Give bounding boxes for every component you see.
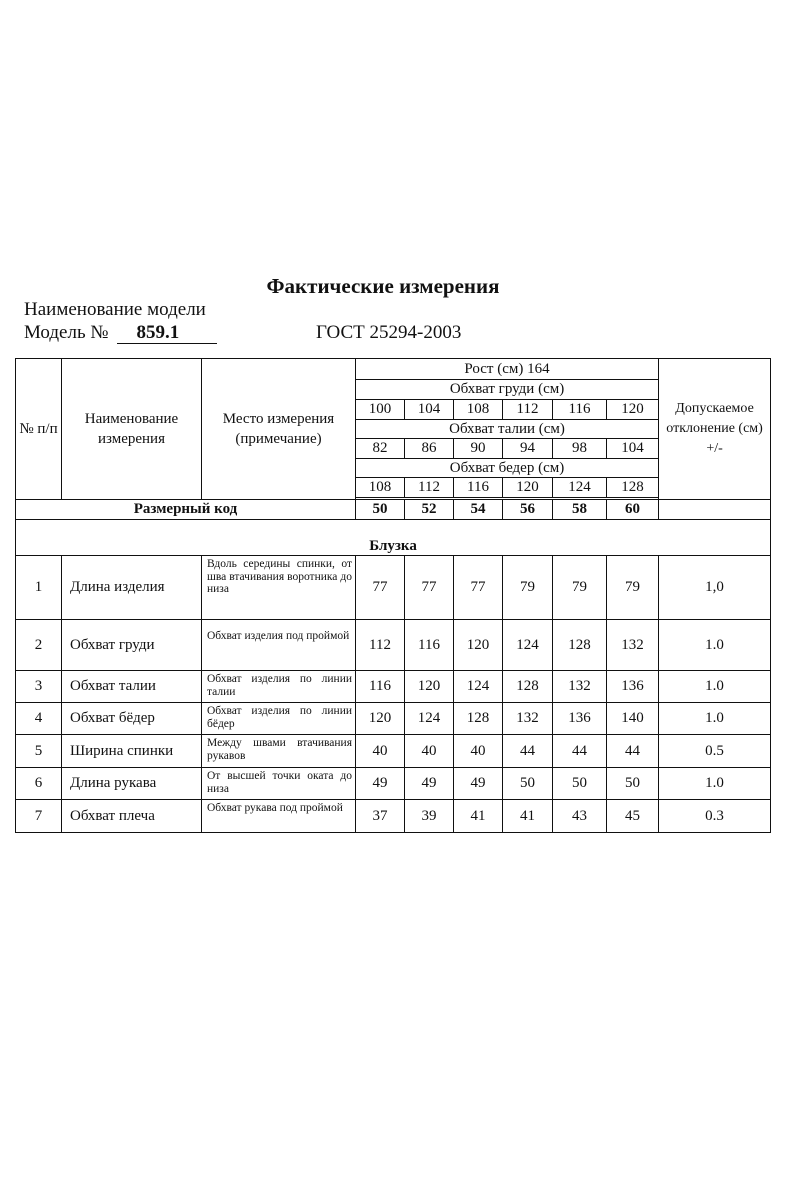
section-row xyxy=(16,520,771,556)
row-value: 120 xyxy=(356,703,405,735)
model-number-line xyxy=(24,322,217,344)
row-value: 40 xyxy=(405,735,454,768)
row-value: 44 xyxy=(553,735,607,768)
row-tolerance: 1.0 xyxy=(659,768,771,800)
row-value: 50 xyxy=(503,768,553,800)
header-waist-label: Обхват талии (см) xyxy=(356,420,659,439)
row-number: 7 xyxy=(16,800,62,833)
row-value: 132 xyxy=(553,671,607,703)
row-value: 132 xyxy=(503,703,553,735)
row-value: 49 xyxy=(356,768,405,800)
row-value: 40 xyxy=(356,735,405,768)
row-measure-name: Длина изделия xyxy=(62,556,202,620)
row-value: 79 xyxy=(607,556,659,620)
model-name-label: Наименование модели xyxy=(24,299,206,320)
row-tolerance: 1.0 xyxy=(659,671,771,703)
row-value: 43 xyxy=(553,800,607,833)
table-row xyxy=(16,703,771,735)
row-value: 128 xyxy=(454,703,503,735)
row-measure-name: Обхват плеча xyxy=(62,800,202,833)
row-value: 140 xyxy=(607,703,659,735)
row-value: 124 xyxy=(454,671,503,703)
header-tolerance: Допускаемое отклонение (см) +/- xyxy=(659,359,771,500)
row-value: 128 xyxy=(553,620,607,671)
row-value: 77 xyxy=(356,556,405,620)
chest-size-cell: 116 xyxy=(553,400,607,420)
header-height: Рост (см) 164 xyxy=(356,359,659,380)
row-value: 136 xyxy=(607,671,659,703)
table-row xyxy=(16,556,771,620)
waist-size-cell: 104 xyxy=(607,439,659,459)
size-code-cell: 54 xyxy=(454,500,503,520)
row-value: 79 xyxy=(503,556,553,620)
row-number: 4 xyxy=(16,703,62,735)
hips-size-cell: 108 xyxy=(356,478,405,498)
row-value: 50 xyxy=(607,768,659,800)
row-measure-name: Обхват талии xyxy=(62,671,202,703)
row-value: 49 xyxy=(454,768,503,800)
waist-size-cell: 98 xyxy=(553,439,607,459)
row-measure-place: Вдоль середины спинки, от шва втачивания воротника до низа xyxy=(202,556,356,620)
row-value: 40 xyxy=(454,735,503,768)
hips-size-cell: 120 xyxy=(503,478,553,498)
row-value: 120 xyxy=(405,671,454,703)
table-row xyxy=(16,735,771,768)
row-value: 77 xyxy=(454,556,503,620)
row-tolerance: 1.0 xyxy=(659,703,771,735)
table-row xyxy=(16,620,771,671)
header-chest-label: Обхват груди (см) xyxy=(356,380,659,400)
chest-size-cell: 100 xyxy=(356,400,405,420)
row-tolerance: 0.3 xyxy=(659,800,771,833)
row-value: 128 xyxy=(503,671,553,703)
size-code-empty xyxy=(659,500,771,520)
row-measure-place: Обхват рукава под проймой xyxy=(202,800,356,833)
chest-size-cell: 104 xyxy=(405,400,454,420)
row-value: 116 xyxy=(356,671,405,703)
header-measure-name: Наименование измерения xyxy=(62,359,202,500)
row-value: 77 xyxy=(405,556,454,620)
header-measure-place: Место измерения (примечание) xyxy=(202,359,356,500)
row-value: 112 xyxy=(356,620,405,671)
header-hips-label: Обхват бедер (см) xyxy=(356,459,659,478)
row-value: 124 xyxy=(503,620,553,671)
chest-size-cell: 120 xyxy=(607,400,659,420)
row-tolerance: 1.0 xyxy=(659,620,771,671)
waist-size-cell: 94 xyxy=(503,439,553,459)
waist-size-cell: 90 xyxy=(454,439,503,459)
size-code-cell: 60 xyxy=(607,500,659,520)
row-value: 44 xyxy=(503,735,553,768)
hips-size-cell: 128 xyxy=(607,478,659,498)
hips-size-cell: 124 xyxy=(553,478,607,498)
row-measure-name: Ширина спинки xyxy=(62,735,202,768)
size-code-cell: 56 xyxy=(503,500,553,520)
size-code-row xyxy=(16,500,771,520)
row-value: 79 xyxy=(553,556,607,620)
row-value: 50 xyxy=(553,768,607,800)
header-number: № п/п xyxy=(16,359,62,500)
table-row xyxy=(16,800,771,833)
size-code-cell: 58 xyxy=(553,500,607,520)
chest-size-cell: 112 xyxy=(503,400,553,420)
row-measure-place: Обхват изделия под проймой xyxy=(202,620,356,671)
model-number-label: Модель № xyxy=(24,322,109,343)
row-number: 6 xyxy=(16,768,62,800)
row-value: 49 xyxy=(405,768,454,800)
document-title: Фактические измерения xyxy=(266,274,500,298)
row-value: 132 xyxy=(607,620,659,671)
row-value: 116 xyxy=(405,620,454,671)
row-measure-place: От высшей точки оката до низа xyxy=(202,768,356,800)
chest-size-cell: 108 xyxy=(454,400,503,420)
table-row xyxy=(16,671,771,703)
row-value: 39 xyxy=(405,800,454,833)
row-tolerance: 0.5 xyxy=(659,735,771,768)
row-measure-name: Обхват бёдер xyxy=(62,703,202,735)
row-number: 1 xyxy=(16,556,62,620)
row-number: 3 xyxy=(16,671,62,703)
row-value: 44 xyxy=(607,735,659,768)
row-value: 45 xyxy=(607,800,659,833)
size-code-label: Размерный код xyxy=(16,500,356,520)
row-value: 37 xyxy=(356,800,405,833)
row-number: 2 xyxy=(16,620,62,671)
row-measure-place: Обхват изделия по линии бёдер xyxy=(202,703,356,735)
hips-size-cell: 116 xyxy=(454,478,503,498)
table-row xyxy=(16,768,771,800)
row-measure-place: Обхват изделия по линии талии xyxy=(202,671,356,703)
size-code-cell: 52 xyxy=(405,500,454,520)
row-value: 124 xyxy=(405,703,454,735)
row-value: 41 xyxy=(454,800,503,833)
section-title: Блузка xyxy=(16,520,771,556)
row-measure-name: Обхват груди xyxy=(62,620,202,671)
header-row-height xyxy=(16,359,771,380)
row-measure-name: Длина рукава xyxy=(62,768,202,800)
row-measure-place: Между швами втачивания рукавов xyxy=(202,735,356,768)
model-number-value: 859.1 xyxy=(117,323,217,344)
waist-size-cell: 82 xyxy=(356,439,405,459)
gost-standard: ГОСТ 25294-2003 xyxy=(316,322,462,343)
row-tolerance: 1,0 xyxy=(659,556,771,620)
row-value: 136 xyxy=(553,703,607,735)
measurements-table xyxy=(15,358,771,833)
waist-size-cell: 86 xyxy=(405,439,454,459)
row-value: 120 xyxy=(454,620,503,671)
size-code-cell: 50 xyxy=(356,500,405,520)
hips-size-cell: 112 xyxy=(405,478,454,498)
row-number: 5 xyxy=(16,735,62,768)
row-value: 41 xyxy=(503,800,553,833)
